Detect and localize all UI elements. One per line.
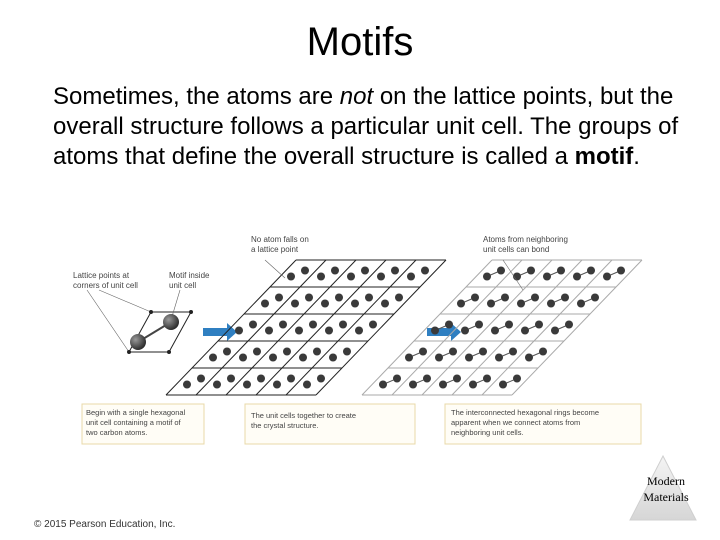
label-no-atom: No atom falls on a lattice point (251, 235, 309, 254)
carbon-atom (269, 354, 277, 362)
carbon-atom (365, 294, 373, 302)
carbon-atom (561, 294, 569, 302)
carbon-atom (279, 321, 287, 329)
carbon-atom (291, 300, 299, 308)
carbon-atom (361, 267, 369, 275)
carbon-atom (423, 375, 431, 383)
carbon-atom (331, 267, 339, 275)
leader-line (87, 290, 129, 352)
carbon-atom (471, 294, 479, 302)
carbon-atom (253, 348, 261, 356)
carbon-atom (617, 267, 625, 275)
carbon-atom (335, 294, 343, 302)
carbon-atom (495, 354, 503, 362)
carbon-atom (275, 294, 283, 302)
carbon-atom (469, 381, 477, 389)
carbon-atom (435, 354, 443, 362)
carbon-atom (479, 348, 487, 356)
carbon-atom (543, 273, 551, 281)
carbon-atom (265, 327, 273, 335)
carbon-atom (449, 348, 457, 356)
carbon-atom (517, 300, 525, 308)
carbon-atom (379, 381, 387, 389)
carbon-atom (197, 375, 205, 383)
caption-3: The interconnected hexagonal rings become apparent when we connect atoms from neighboring unit cells. (451, 408, 600, 437)
carbon-atom (421, 267, 429, 275)
carbon-atom (497, 267, 505, 275)
motif-figure (55, 228, 645, 448)
carbon-atom (283, 348, 291, 356)
carbon-atom (209, 354, 217, 362)
body-text-part3: . (633, 143, 640, 170)
lattice-point (189, 310, 193, 314)
label-neighbor-atoms: Atoms from neighboring unit cells can bond (483, 235, 568, 254)
carbon-atom (305, 294, 313, 302)
carbon-atom (317, 375, 325, 383)
carbon-atom (183, 381, 191, 389)
carbon-atom (499, 381, 507, 389)
carbon-atom (527, 267, 535, 275)
body-text-part2: on the lattice points, but the overall structure follows a particular unit cell. The groups of atoms that define the overall structure is called a (53, 83, 679, 170)
carbon-atom (249, 321, 257, 329)
carbon-atom (483, 375, 491, 383)
carbon-atom (505, 321, 513, 329)
carbon-atom (461, 327, 469, 335)
carbon-atom (287, 375, 295, 383)
carbon-atom (521, 327, 529, 335)
carbon-atom (381, 300, 389, 308)
carbon-atom (453, 375, 461, 383)
carbon-atom (557, 267, 565, 275)
carbon-atom (395, 294, 403, 302)
carbon-atom (343, 348, 351, 356)
carbon-atom (393, 375, 401, 383)
leader-line (99, 290, 151, 312)
lattice-point (167, 350, 171, 354)
carbon-atom (355, 327, 363, 335)
label-lattice-points: Lattice points at corners of unit cell (73, 271, 138, 290)
carbon-atom (213, 381, 221, 389)
carbon-atom (257, 375, 265, 383)
carbon-atom (295, 327, 303, 335)
carbon-atom (313, 348, 321, 356)
carbon-atom (239, 354, 247, 362)
carbon-atom (227, 375, 235, 383)
carbon-atom (483, 273, 491, 281)
carbon-atom (325, 327, 333, 335)
caption-2: The unit cells together to create the crystal structure. (251, 411, 357, 430)
carbon-atom (525, 354, 533, 362)
carbon-atom (501, 294, 509, 302)
carbon-atom (475, 321, 483, 329)
carbon-atom (587, 267, 595, 275)
body-text-bold-motif: motif (574, 143, 634, 170)
carbon-atom (377, 273, 385, 281)
carbon-atom (223, 348, 231, 356)
carbon-atom (509, 348, 517, 356)
carbon-atom (317, 273, 325, 281)
carbon-atom (405, 354, 413, 362)
carbon-atom (391, 267, 399, 275)
lattice-point (149, 310, 153, 314)
stamp-line2: Materials (643, 490, 689, 504)
carbon-atom (547, 300, 555, 308)
carbon-atom (431, 327, 439, 335)
carbon-atom (577, 300, 585, 308)
carbon-atom (235, 327, 243, 335)
carbon-atom (321, 300, 329, 308)
stamp-label (636, 473, 696, 505)
carbon-atom (551, 327, 559, 335)
carbon-atom (243, 381, 251, 389)
slide-title: Motifs (306, 20, 414, 64)
carbon-atom (487, 300, 495, 308)
carbon-atom (513, 375, 521, 383)
carbon-atom (491, 327, 499, 335)
carbon-atom (163, 314, 179, 330)
carbon-atom (369, 321, 377, 329)
carbon-atom (457, 300, 465, 308)
carbon-atom (535, 321, 543, 329)
carbon-atom (303, 381, 311, 389)
body-paragraph (53, 82, 713, 172)
unit-cell-panel (73, 271, 212, 354)
carbon-atom (339, 321, 347, 329)
carbon-atom (465, 354, 473, 362)
carbon-atom (301, 267, 309, 275)
carbon-atom (287, 273, 295, 281)
caption-1: Begin with a single hexagonal unit cell containing a motif of two carbon atoms. (86, 408, 186, 437)
carbon-atom (573, 273, 581, 281)
carbon-atom (273, 381, 281, 389)
carbon-atom (419, 348, 427, 356)
crystal-lattice-panel (166, 260, 446, 395)
carbon-atom (261, 300, 269, 308)
carbon-atom (130, 334, 146, 350)
leader-line (265, 260, 285, 278)
carbon-atom (351, 300, 359, 308)
carbon-atom (309, 321, 317, 329)
carbon-atom (347, 273, 355, 281)
carbon-atom (531, 294, 539, 302)
carbon-atom (409, 381, 417, 389)
body-text-part1: Sometimes, the atoms are (53, 83, 340, 110)
carbon-atom (299, 354, 307, 362)
carbon-atom (539, 348, 547, 356)
carbon-atom (439, 381, 447, 389)
copyright-notice: © 2015 Pearson Education, Inc. (34, 519, 176, 530)
carbon-atom (603, 273, 611, 281)
label-motif: Motif inside unit cell (169, 271, 210, 290)
hexagonal-network-panel (362, 260, 642, 395)
carbon-atom (329, 354, 337, 362)
lattice-point (127, 350, 131, 354)
body-text-italic: not (339, 83, 374, 110)
carbon-atom (591, 294, 599, 302)
carbon-atom (445, 321, 453, 329)
stamp-line1: Modern (647, 474, 685, 488)
carbon-atom (565, 321, 573, 329)
carbon-atom (407, 273, 415, 281)
